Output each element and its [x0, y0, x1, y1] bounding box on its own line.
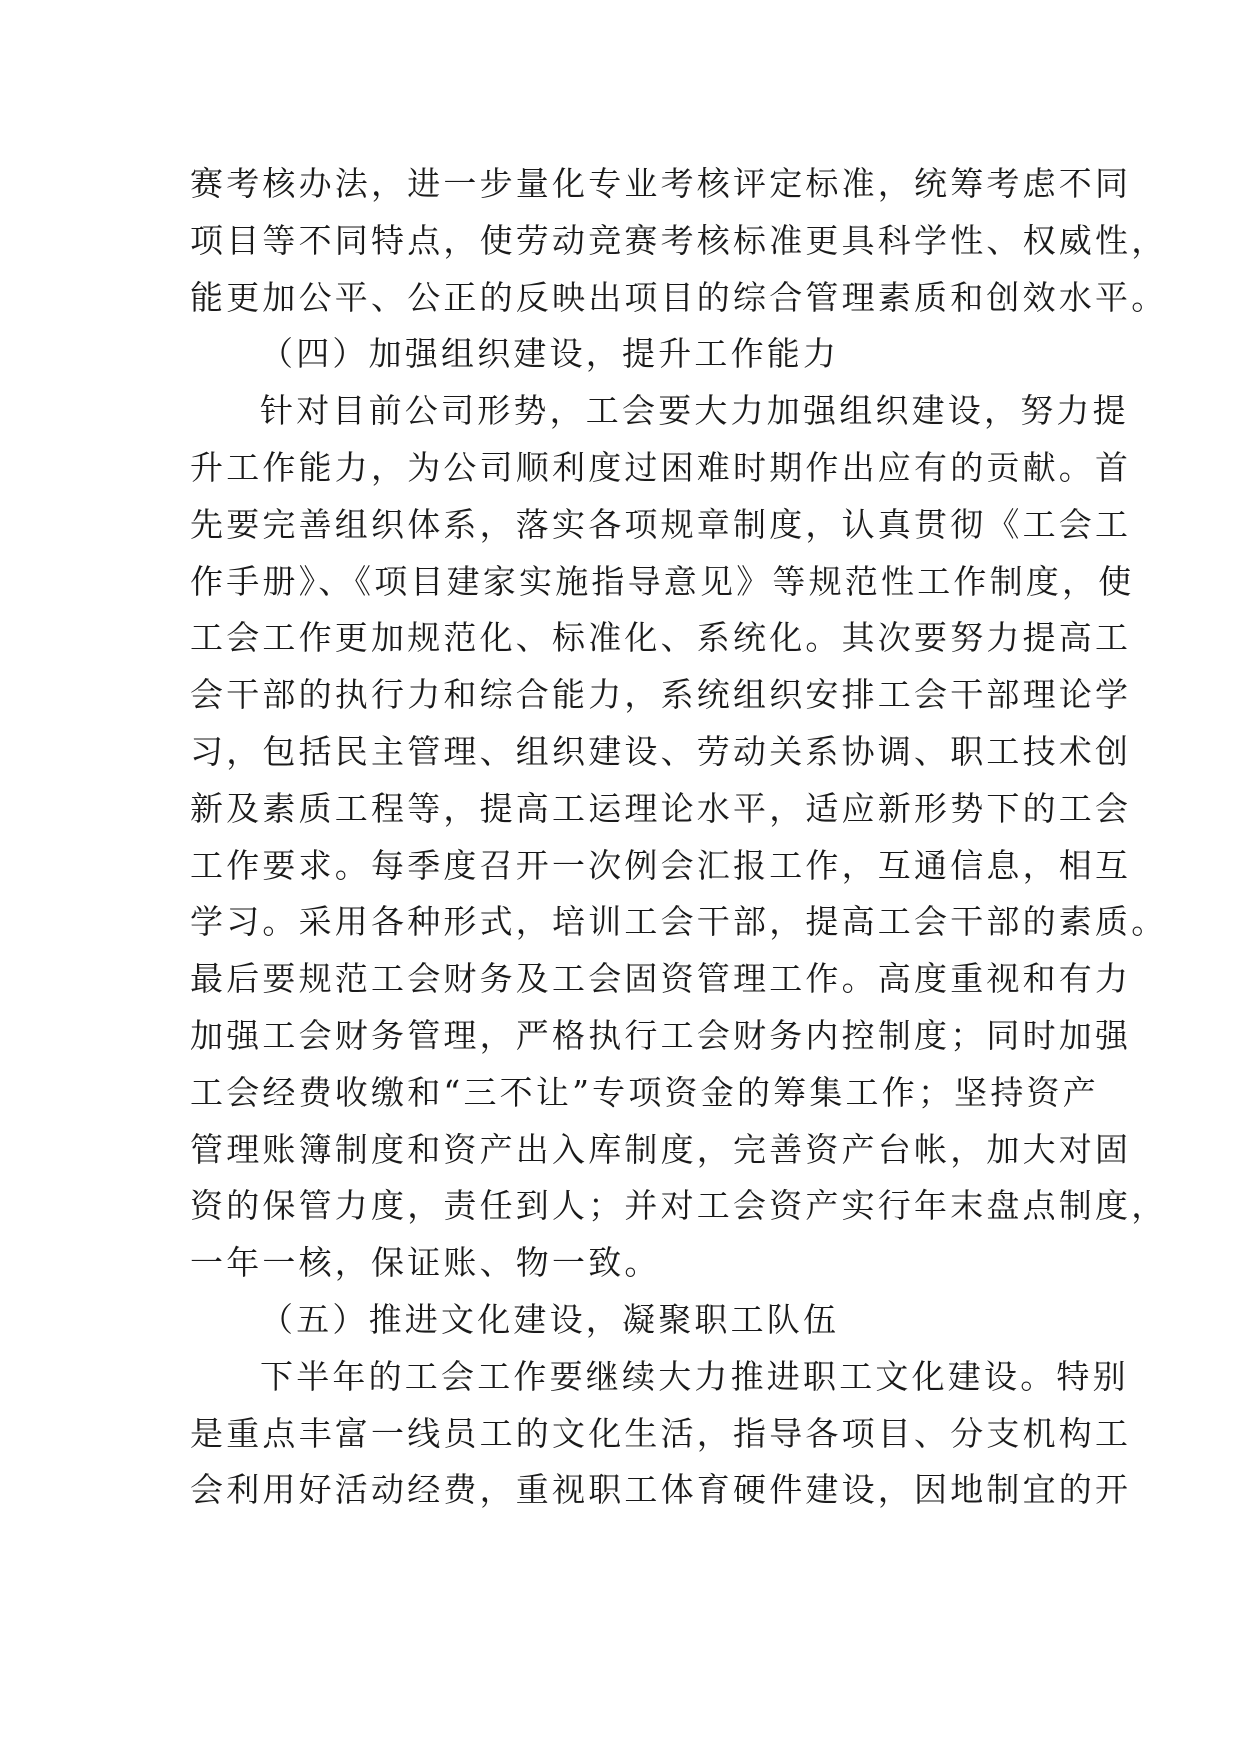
text-line: 一年一核，保证账、物一致。 [190, 1243, 661, 1283]
section-heading-five: （五）推进文化建设，凝聚职工队伍 [260, 1299, 840, 1339]
text-line: 会干部的执行力和综合能力，系统组织安排工会干部理论学 [190, 675, 1132, 715]
text-line: 工会经费收缴和“三不让”专项资金的筹集工作；坚持资产 [190, 1072, 1099, 1112]
text-line: 最后要规范工会财务及工会固资管理工作。高度重视和有力 [190, 959, 1132, 999]
text-line: 项目等不同特点，使劳动竞赛考核标准更具科学性、权威性， [190, 220, 1168, 260]
text-line: 新及素质工程等，提高工运理论水平，适应新形势下的工会 [190, 788, 1132, 828]
text-line: 赛考核办法，进一步量化专业考核评定标准，统筹考虑不同 [190, 164, 1132, 203]
document-body [190, 156, 1168, 1519]
text-line: 工作要求。每季度召开一次例会汇报工作，互通信息，相互 [190, 845, 1132, 885]
text-line: 管理账簿制度和资产出入库制度，完善资产台帐，加大对固 [190, 1129, 1132, 1169]
text-line: 作手册》、《项目建家实施指导意见》等规范性工作制度，使 [190, 561, 1135, 601]
text-line: 资的保管力度，责任到人；并对工会资产实行年末盘点制度， [190, 1186, 1168, 1226]
text-line: 工会工作更加规范化、标准化、系统化。其次要努力提高工 [190, 618, 1132, 658]
text-line: 加强工会财务管理，严格执行工会财务内控制度；同时加强 [190, 1015, 1132, 1055]
text-line: 下半年的工会工作要继续大力推进职工文化建设。特别 [260, 1356, 1129, 1396]
text-line: 学习。采用各种形式，培训工会干部，提高工会干部的素质。 [190, 902, 1168, 942]
text-line: 针对目前公司形势，工会要大力加强组织建设，努力提 [260, 391, 1129, 431]
text-line: 能更加公平、公正的反映出项目的综合管理素质和创效水平。 [190, 277, 1168, 317]
text-line: 会利用好活动经费，重视职工体育硬件建设，因地制宜的开 [190, 1470, 1132, 1510]
text-line: 习，包括民主管理、组织建设、劳动关系协调、职工技术创 [190, 731, 1132, 771]
text-line: 是重点丰富一线员工的文化生活，指导各项目、分支机构工 [190, 1413, 1132, 1453]
text-line: 先要完善组织体系，落实各项规章制度，认真贯彻《工会工 [190, 504, 1132, 544]
text-line: 升工作能力，为公司顺利度过困难时期作出应有的贡献。首 [190, 447, 1132, 487]
section-heading-four: （四）加强组织建设，提升工作能力 [260, 334, 840, 374]
